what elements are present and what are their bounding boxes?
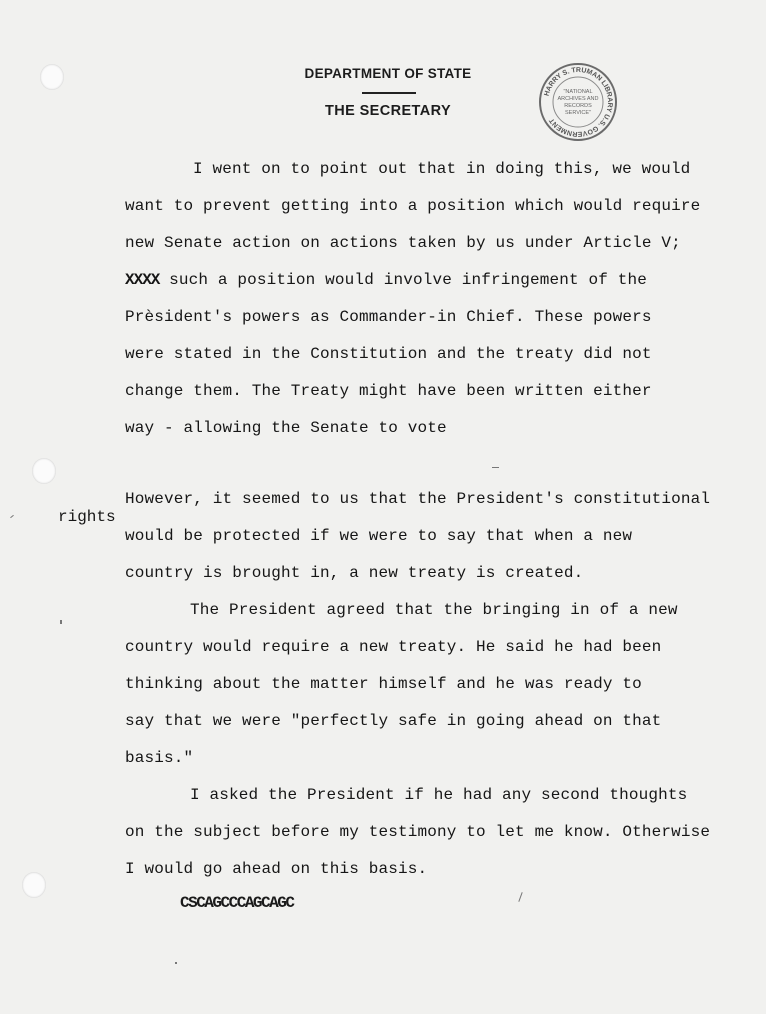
punch-hole-middle <box>32 458 56 484</box>
p1-line-4 <box>125 271 647 289</box>
p1-line-8: way - allowing the Senate to vote <box>125 419 447 437</box>
stamp-line-1: "NATIONAL <box>563 89 593 95</box>
p1-line-4-text: such a position would involve infringement of the <box>159 271 647 289</box>
p1-line-7: change them. The Treaty might have been written either <box>125 382 652 400</box>
p2-line-3: country is brought in, a new treaty is created. <box>125 564 584 582</box>
stamp-line-3: RECORDS <box>564 103 592 109</box>
stamp-ring-text: HARRY S. TRUMAN LIBRARY U.S. GOVERNMENT <box>543 66 614 138</box>
p1-line-1: I went on to point out that in doing this, we would <box>193 160 691 178</box>
letterhead-rule <box>362 92 416 94</box>
punch-hole-top <box>40 64 64 90</box>
p1-line-2: want to prevent getting into a position which would require <box>125 197 701 215</box>
p2-line-1: However, it seemed to us that the President's constitutional <box>125 490 711 508</box>
p4-line-3: I would go ahead on this basis. <box>125 860 428 878</box>
p1-line-6: were stated in the Constitution and the treaty did not <box>125 345 652 363</box>
p3-line-1: The President agreed that the bringing in of a new <box>190 601 678 619</box>
letterhead-office: THE SECRETARY <box>324 103 452 119</box>
stamp-line-2: ARCHIVES AND <box>557 96 599 102</box>
paper-mark <box>175 962 177 964</box>
p3-line-4: say that we were "perfectly safe in going ahead on that <box>125 712 662 730</box>
p3-line-3: thinking about the matter himself and he was ready to <box>125 675 642 693</box>
archives-stamp <box>538 62 618 142</box>
typed-initials: CSCAGCCCAGCAGC <box>180 894 294 912</box>
p4-line-1: I asked the President if he had any second thoughts <box>190 786 688 804</box>
p1-line-3: new Senate action on actions taken by us under Article V; <box>125 234 681 252</box>
p4-line-2: on the subject before my testimony to let me know. Otherwise <box>125 823 711 841</box>
p1-line-5: Prèsident's powers as Commander-in Chief. These powers <box>125 308 652 326</box>
p3-line-2: country would require a new treaty. He said he had been <box>125 638 662 656</box>
punch-hole-bottom <box>22 872 46 898</box>
letterhead-department: DEPARTMENT OF STATE <box>304 66 472 81</box>
paper-mark <box>60 620 62 624</box>
paper-mark <box>518 892 522 902</box>
stamp-line-4: SERVICE" <box>565 110 591 116</box>
margin-insert-rights: rights <box>58 508 116 526</box>
paper-mark <box>492 467 499 468</box>
p3-line-5: basis." <box>125 749 194 767</box>
struck-out-text: XXXX <box>125 271 160 289</box>
p2-line-2: would be protected if we were to say that when a new <box>125 527 633 545</box>
paper-mark <box>10 515 14 518</box>
